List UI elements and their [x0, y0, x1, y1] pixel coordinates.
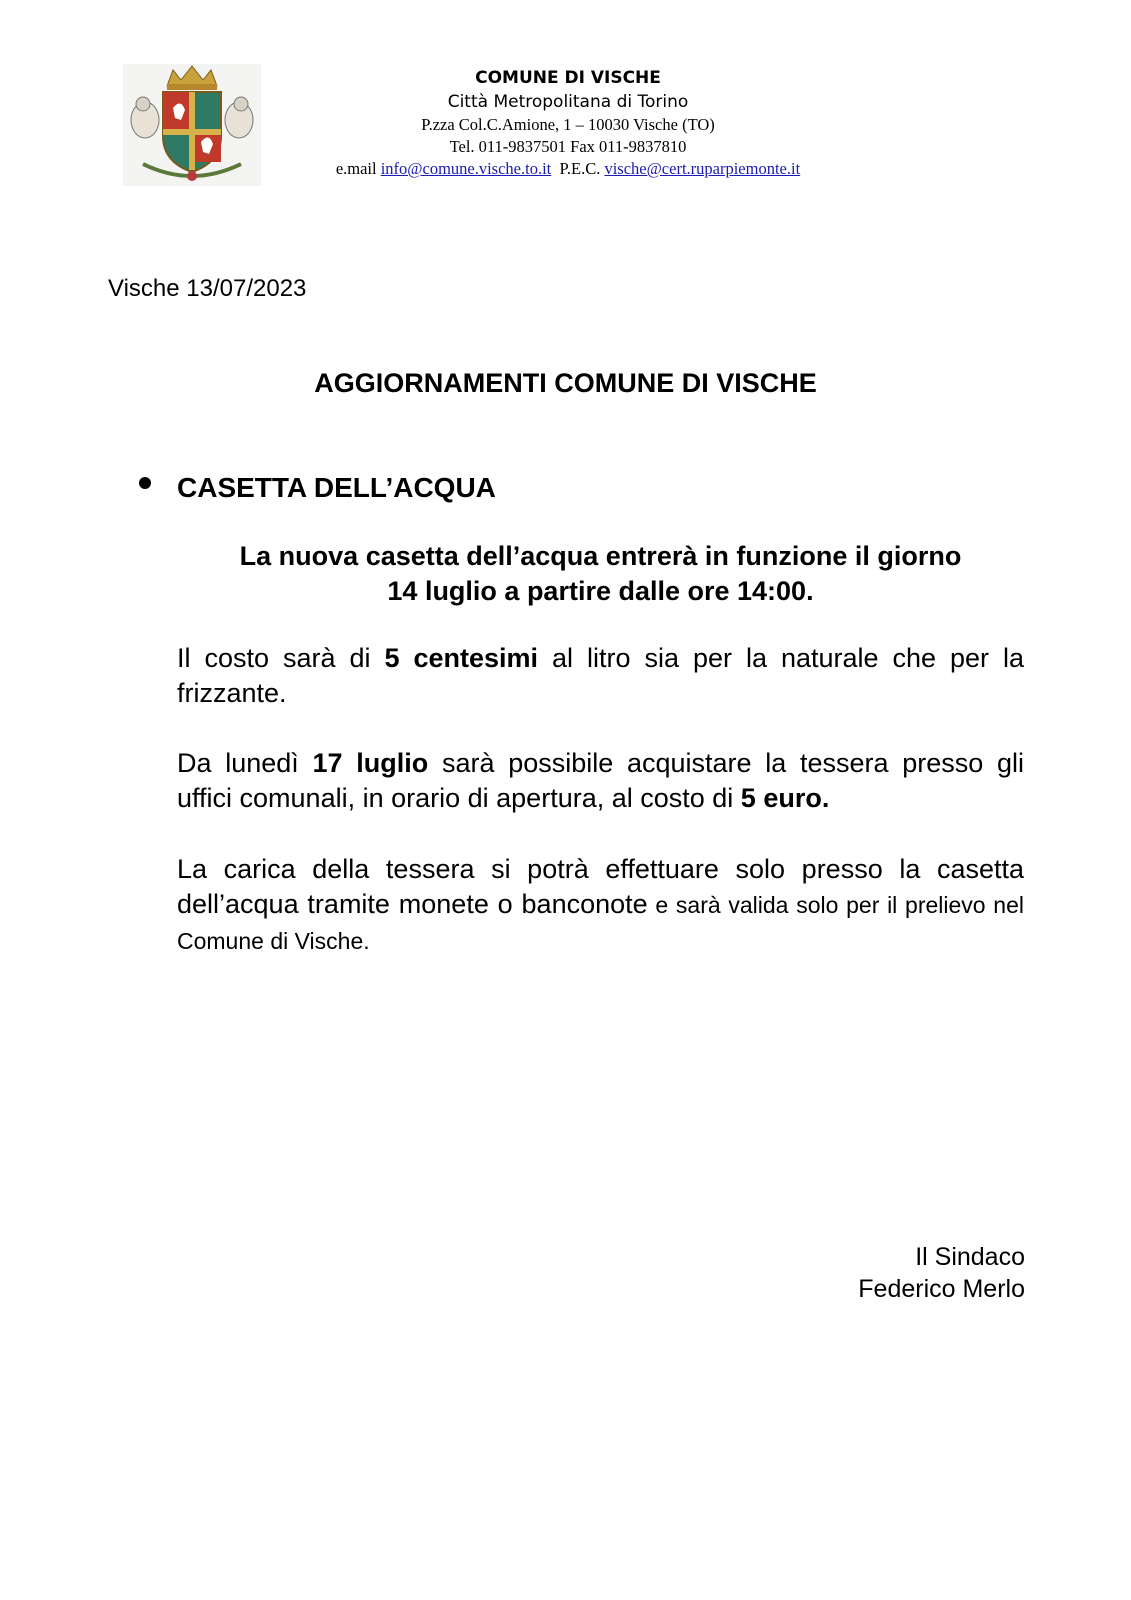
coat-of-arms-icon	[123, 64, 261, 186]
lead-announcement	[177, 539, 1024, 609]
signature-block	[858, 1241, 1025, 1305]
pec-label: P.E.C.	[559, 159, 601, 178]
section-heading: CASETTA DELL’ACQUA	[177, 472, 496, 503]
card-recharge-paragraph	[177, 852, 1024, 959]
lead-line-2: 14 luglio a partire dalle ore 14:00.	[387, 576, 814, 606]
cost-paragraph	[177, 641, 1024, 711]
email-link[interactable]: info@comune.vische.to.it	[380, 159, 552, 178]
signature-role: Il Sindaco	[915, 1243, 1025, 1271]
card-price: 5 euro.	[740, 783, 830, 813]
cost-amount: 5 centesimi	[384, 643, 539, 673]
purchase-date: 17 luglio	[312, 748, 429, 778]
municipality-name: COMUNE DI VISCHE	[475, 68, 661, 88]
letterhead	[258, 66, 878, 180]
bullet-icon	[139, 477, 151, 489]
address: P.zza Col.C.Amione, 1 – 10030 Vische (TO)	[421, 115, 715, 134]
phone-fax: Tel. 011-9837501 Fax 011-9837810	[449, 137, 687, 156]
card-purchase-paragraph	[177, 746, 1024, 816]
metro-city: Città Metropolitana di Torino	[447, 92, 689, 112]
date-line: Vische 13/07/2023	[108, 275, 307, 302]
cost-text-c: al litro sia per la naturale che per la frizzante.	[177, 643, 1025, 708]
purchase-text-a: Da lunedì	[177, 748, 313, 778]
lead-line-1: La nuova casetta dell’acqua entrerà in funzione il giorno	[239, 541, 962, 571]
recharge-text-a: La carica della tessera si potrà effettuare solo presso la casetta dell’acqua tramite monete o banconote	[177, 854, 1024, 919]
signature-name: Federico Merlo	[858, 1275, 1025, 1303]
pec-link[interactable]: vische@cert.ruparpiemonte.it	[604, 159, 801, 178]
cost-text-a: Il costo sarà di	[177, 643, 385, 673]
email-label: e.mail	[335, 159, 377, 178]
contact-line	[258, 158, 878, 180]
page-title: AGGIORNAMENTI COMUNE DI VISCHE	[314, 368, 817, 398]
recharge-text-b: e sarà valida solo per il prelievo nel Comune di Vische.	[177, 892, 1024, 954]
purchase-text-c: sarà possibile acquistare la tessera presso gli uffici comunali, in orario di apertura, al costo di	[177, 748, 1024, 813]
